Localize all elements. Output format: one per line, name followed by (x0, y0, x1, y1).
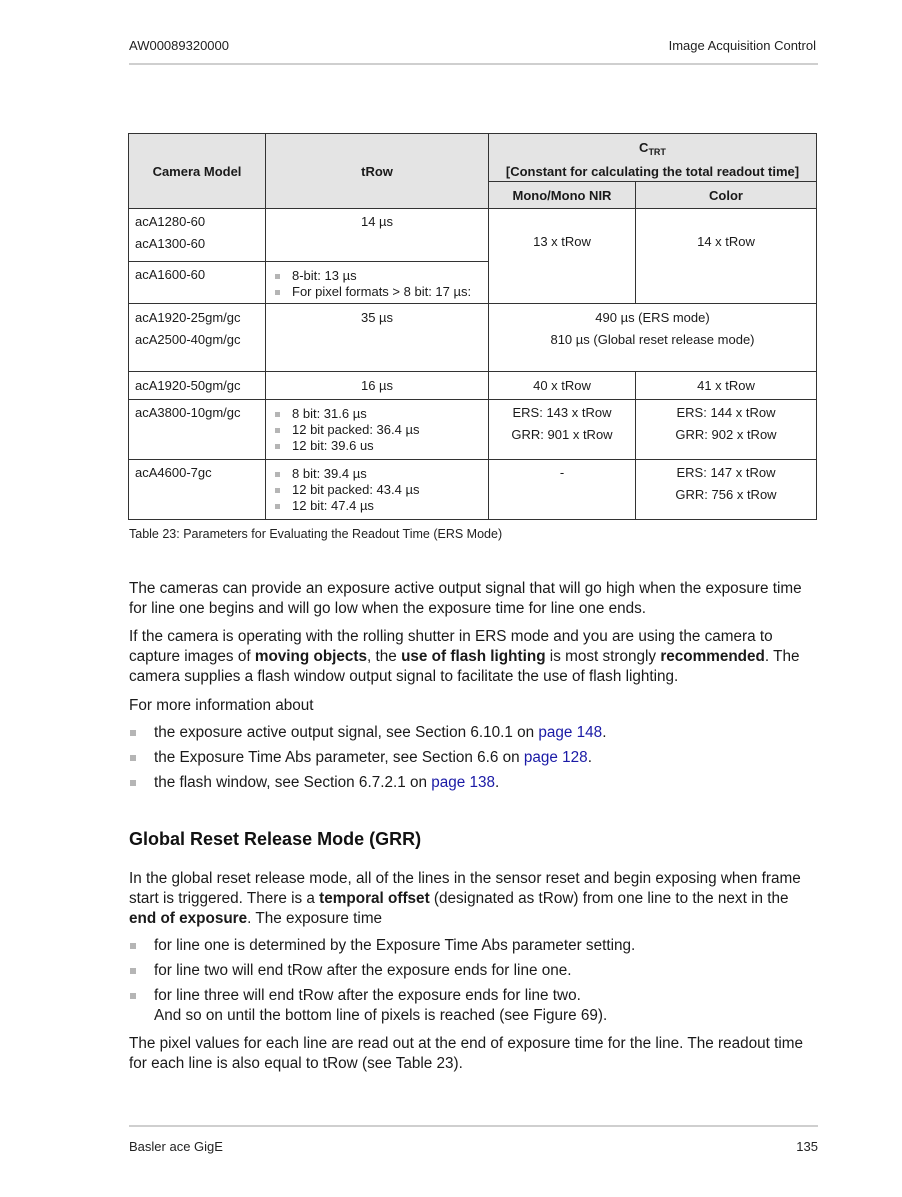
text-run: for line three will end tRow after the exposure ends for line two. (154, 987, 581, 1004)
text-run: And so on until the bottom line of pixels is reached (see Figure 69). (154, 1007, 608, 1024)
text-run: is most strongly (545, 648, 661, 665)
exposure-time-list (129, 936, 819, 1026)
emphasis-recommended: recommended (660, 648, 765, 665)
text-run: . (495, 774, 500, 791)
mono-cell (489, 400, 636, 460)
camera-model-cell: acA4600-7gc (129, 460, 266, 520)
paragraph-grr-intro (129, 869, 819, 929)
document-id: AW00089320000 (129, 38, 229, 53)
trow-list-item: 12 bit packed: 36.4 µs (272, 422, 482, 438)
page-link[interactable]: page 128 (523, 749, 588, 766)
page-link[interactable]: page 138 (431, 774, 496, 791)
header-divider (129, 63, 818, 65)
paragraph-text: For more information about (129, 697, 314, 714)
table-header-row (129, 134, 817, 182)
trow-list-item: 12 bit: 47.4 µs (272, 498, 482, 514)
paragraph-exposure-active (129, 579, 819, 619)
header-trow: tRow (266, 134, 489, 209)
trow-cell (266, 400, 489, 460)
text-run: If the camera is operating with the rolling shutter in ERS mode and you are using the camera to capture images of (129, 628, 773, 665)
mono-cell: 40 x tRow (489, 372, 636, 400)
trow-cell: 14 µs (266, 209, 489, 262)
color-cell: 41 x tRow (636, 372, 817, 400)
ctrt-value: GRR: 756 x tRow (675, 487, 777, 502)
paragraph-text: The cameras can provide an exposure active output signal that will go high when the exposure time for line one begins and will go low when the exposure time for line one ends. (129, 580, 802, 617)
camera-model-cell (129, 209, 266, 262)
model-name: acA1300-60 (135, 236, 206, 251)
camera-model-cell: acA3800-10gm/gc (129, 400, 266, 460)
header-mono: Mono/Mono NIR (489, 182, 636, 209)
page-number: 135 (796, 1139, 818, 1154)
trow-list-item: For pixel formats > 8 bit: 17 µs: (272, 284, 482, 300)
table-row (129, 209, 817, 262)
list-item: for line one is determined by the Exposure Time Abs parameter setting. (129, 936, 819, 956)
header-camera-model: Camera Model (129, 134, 266, 209)
ctrt-value: 490 µs (ERS mode) (595, 310, 710, 325)
text-run: the exposure active output signal, see Section 6.10.1 on (154, 724, 539, 741)
footer-divider (129, 1125, 818, 1127)
trow-cell (266, 262, 489, 304)
product-name: Basler ace GigE (129, 1139, 223, 1154)
reference-item (129, 773, 819, 793)
color-cell (636, 460, 817, 520)
table-row (129, 372, 817, 400)
ctrt-value: ERS: 144 x tRow (676, 405, 776, 420)
camera-model-cell (129, 304, 266, 372)
page-link[interactable]: page 148 (538, 724, 603, 741)
reference-list (129, 723, 819, 793)
camera-model-cell: acA1600-60 (129, 262, 266, 304)
trow-cell: 35 µs (266, 304, 489, 372)
trow-cell: 16 µs (266, 372, 489, 400)
ctrt-subscript: TRT (648, 146, 666, 157)
ctrt-value: GRR: 901 x tRow (511, 427, 613, 442)
combined-ctrt-cell (489, 304, 817, 372)
ctrt-value: GRR: 902 x tRow (675, 427, 777, 442)
paragraph-text: The pixel values for each line are read out at the end of exposure time for the line. The readout time for each line is also equal to tRow (see Table 23). (129, 1035, 804, 1072)
color-cell: 14 x tRow (636, 209, 817, 304)
model-name: acA1920-25gm/gc (135, 310, 241, 325)
model-name: acA2500-40gm/gc (135, 332, 241, 347)
model-name: acA1280-60 (135, 214, 206, 229)
trow-list-item: 12 bit packed: 43.4 µs (272, 482, 482, 498)
mono-cell: - (489, 460, 636, 520)
ctrt-symbol: C (639, 139, 649, 155)
camera-model-cell: acA1920-50gm/gc (129, 372, 266, 400)
ctrt-description: [Constant for calculating the total readout time] (505, 163, 800, 179)
list-item (129, 986, 819, 1026)
trow-list-item: 8-bit: 13 µs (272, 268, 482, 284)
section-title: Image Acquisition Control (668, 38, 816, 53)
text-run: the Exposure Time Abs parameter, see Section 6.6 on (154, 749, 524, 766)
trow-list-item: 8 bit: 31.6 µs (272, 406, 482, 422)
trow-cell (266, 460, 489, 520)
text-run: In the global reset release mode, all of the lines in the sensor reset and begin exposing when frame start is triggered. There is a (129, 870, 801, 907)
list-item: for line two will end tRow after the exposure ends for line one. (129, 961, 819, 981)
emphasis-flash-lighting: use of flash lighting (401, 648, 546, 665)
paragraph-more-info (129, 696, 819, 716)
table-row (129, 460, 817, 520)
mono-cell: 13 x tRow (489, 209, 636, 304)
emphasis-temporal-offset: temporal offset (319, 890, 430, 907)
header-ctrt (489, 134, 817, 182)
emphasis-moving-objects: moving objects (254, 648, 368, 665)
text-run: . (587, 749, 592, 766)
section-heading: Global Reset Release Mode (GRR) (129, 829, 422, 849)
paragraph-pixel-readout (129, 1034, 819, 1074)
table-caption: Table 23: Parameters for Evaluating the Readout Time (ERS Mode) (129, 527, 503, 541)
emphasis-end-of-exposure: end of exposure (129, 910, 248, 927)
text-run: . (602, 724, 607, 741)
text-run: , the (367, 648, 402, 665)
text-run: . The exposure time (247, 910, 383, 927)
header-color: Color (636, 182, 817, 209)
paragraph-flash-recommendation (129, 627, 819, 687)
trow-list-item: 8 bit: 39.4 µs (272, 466, 482, 482)
trow-list-item: 12 bit: 39.6 us (272, 438, 482, 454)
table-row (129, 400, 817, 460)
text-run: the flash window, see Section 6.7.2.1 on (154, 774, 432, 791)
readout-parameters-table (128, 133, 817, 520)
color-cell (636, 400, 817, 460)
ctrt-value: 810 µs (Global reset release mode) (550, 332, 755, 347)
text-run: . The camera supplies a flash window output signal to facilitate the use of flash lighting. (129, 648, 800, 685)
reference-item (129, 723, 819, 743)
ctrt-value: ERS: 143 x tRow (512, 405, 612, 420)
text-run: (designated as tRow) from one line to the next in the (429, 890, 789, 907)
table-row (129, 304, 817, 372)
ctrt-value: ERS: 147 x tRow (676, 465, 776, 480)
reference-item (129, 748, 819, 768)
